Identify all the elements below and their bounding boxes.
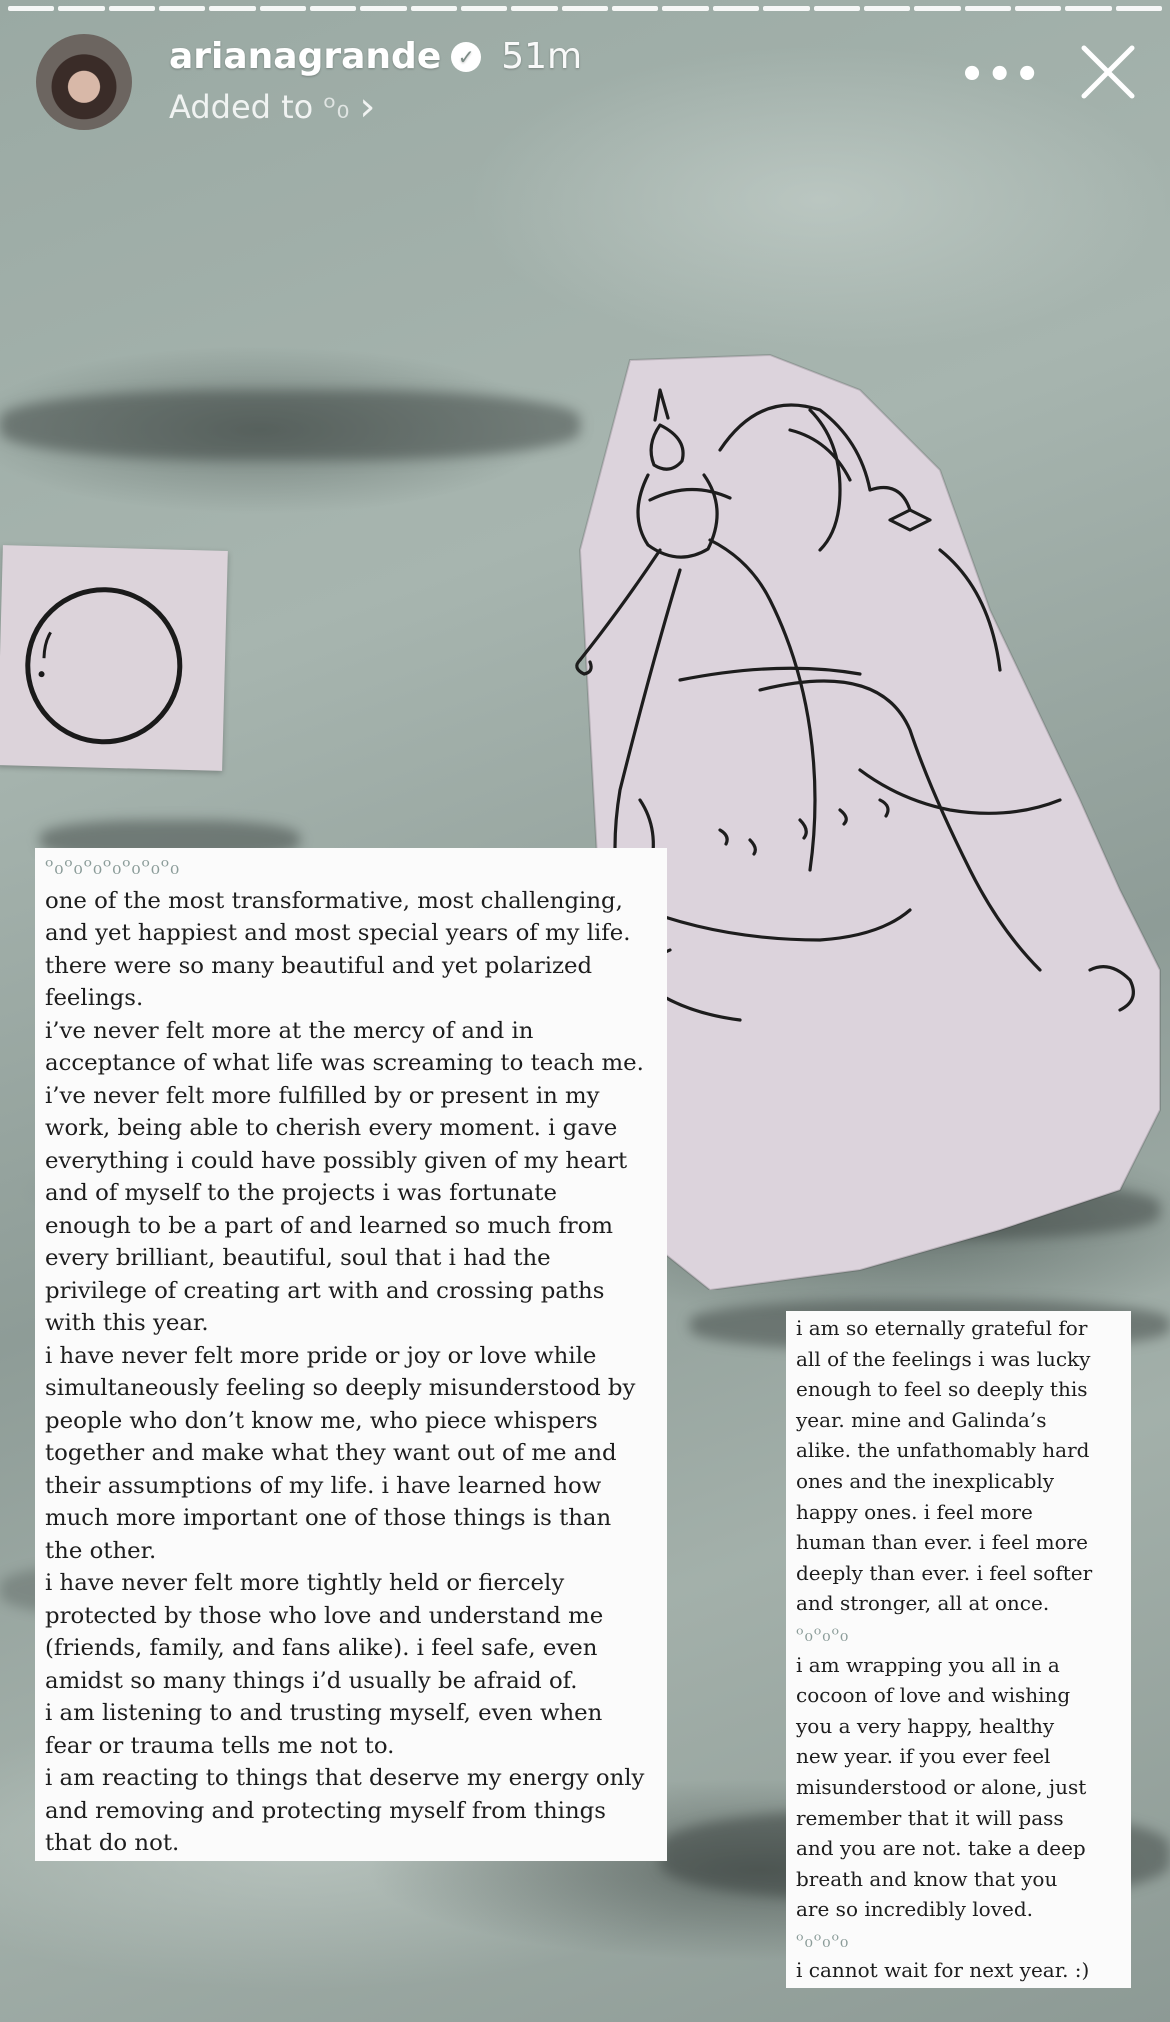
background-streak — [0, 390, 580, 460]
username[interactable]: arianagrande — [169, 36, 442, 77]
progress-segment — [713, 6, 759, 11]
bubble-circle-drawing — [0, 545, 228, 771]
progress-segment — [310, 6, 356, 11]
progress-segment — [209, 6, 255, 11]
progress-segment — [159, 6, 205, 11]
note-line: that do not. — [45, 1830, 180, 1856]
note-line: are so incredibly loved. — [796, 1897, 1034, 1922]
note-line: their assumptions of my life. i have learned how — [45, 1472, 602, 1499]
progress-segment — [511, 6, 557, 11]
progress-segment — [965, 6, 1011, 11]
note-line: acceptance of what life was screaming to teach me. — [45, 1050, 644, 1076]
progress-segment — [662, 6, 708, 11]
progress-segment — [461, 6, 507, 11]
closing-line: i cannot wait for next year. :) — [796, 1958, 1090, 1983]
note-line: there were so many beautiful and yet polarized — [45, 952, 593, 979]
note-line: (friends, family, and fans alike). i feel safe, even — [45, 1635, 598, 1661]
note-line: people who don’t know me, who piece whispers — [45, 1407, 598, 1434]
note-line: i am listening to and trusting myself, even when — [45, 1700, 603, 1726]
right-note-body-1 — [796, 1313, 1131, 1619]
note-line: protected by those who love and understand me — [45, 1602, 604, 1629]
close-icon[interactable] — [1076, 40, 1140, 104]
story-progress-bar — [8, 6, 1162, 11]
bubble-decoration: ᵒ₀ᵒ₀ᵒ₀ — [796, 1927, 850, 1952]
note-line: i have never felt more tightly held or fiercely — [45, 1570, 565, 1596]
note-line: remember that it will pass — [796, 1805, 1064, 1830]
note-line: i am so eternally grateful for — [796, 1316, 1088, 1340]
progress-segment — [109, 6, 155, 11]
progress-segment — [814, 6, 860, 11]
progress-segment — [8, 6, 54, 11]
note-line: simultaneously feeling so deeply misunderstood by — [45, 1375, 636, 1401]
note-line: the other. — [45, 1537, 157, 1564]
more-options-icon[interactable]: ••• — [959, 52, 1042, 98]
paper-cutout-circle — [0, 545, 228, 771]
note-line: feelings. — [45, 985, 144, 1011]
note-line: year. mine and Galinda’s — [796, 1407, 1047, 1432]
right-caption-note — [786, 1311, 1131, 1988]
verified-badge-icon: ✓ — [451, 42, 481, 72]
progress-segment — [864, 6, 910, 11]
bubble-decoration: ᵒ₀ᵒ₀ᵒ₀ᵒ₀ᵒ₀ᵒ₀ᵒ₀ — [45, 855, 181, 880]
note-line: every brilliant, beautiful, soul that i had the — [45, 1245, 551, 1271]
note-line: fear or trauma tells me not to. — [45, 1732, 395, 1759]
note-line: i’ve never felt more fulfilled by or present in my — [45, 1082, 600, 1109]
note-line: deeply than ever. i feel softer — [796, 1560, 1093, 1585]
progress-segment — [58, 6, 104, 11]
note-line: and you are not. take a deep — [796, 1836, 1086, 1861]
note-line: human than ever. i feel more — [796, 1530, 1089, 1555]
progress-segment — [562, 6, 608, 11]
note-line: i’ve never felt more at the mercy of and in — [45, 1017, 534, 1044]
bubble-decoration: ᵒ₀ᵒ₀ᵒ₀ — [796, 1621, 850, 1646]
note-line: one of the most transformative, most challenging, — [45, 887, 623, 914]
note-line: much more important one of those things is than — [45, 1505, 612, 1531]
note-line: you a very happy, healthy — [796, 1713, 1055, 1738]
avatar[interactable] — [36, 34, 132, 130]
note-line: with this year. — [45, 1310, 209, 1336]
progress-segment — [612, 6, 658, 11]
note-line: and removing and protecting myself from things — [45, 1797, 606, 1824]
note-line: alike. the unfathomably hard — [796, 1438, 1090, 1463]
note-line: all of the feelings i was lucky — [796, 1346, 1091, 1371]
note-line: i have never felt more pride or joy or love while — [45, 1342, 597, 1369]
note-line: amidst so many things i’d usually be afraid of. — [45, 1667, 578, 1694]
progress-segment — [1065, 6, 1111, 11]
note-line: new year. if you ever feel — [796, 1744, 1051, 1769]
added-to-label: Added to — [169, 88, 314, 126]
note-line: privilege of creating art with and crossing paths — [45, 1277, 605, 1304]
note-line: i am reacting to things that deserve my energy only — [45, 1765, 645, 1791]
left-caption-note — [35, 848, 667, 1861]
note-line: i am wrapping you all in a — [796, 1652, 1060, 1677]
time-ago: 51m — [501, 36, 583, 77]
left-note-body — [45, 885, 667, 1860]
note-line: happy ones. i feel more — [796, 1499, 1033, 1524]
note-line: enough to feel so deeply this — [796, 1377, 1088, 1402]
progress-segment — [260, 6, 306, 11]
right-note-body-2 — [796, 1650, 1131, 1925]
note-line: breath and know that you — [796, 1866, 1058, 1891]
progress-segment — [1116, 6, 1162, 11]
story-header — [36, 30, 1140, 130]
note-line: together and make what they want out of me and — [45, 1440, 617, 1466]
note-line: enough to be a part of and learned so much from — [45, 1212, 614, 1239]
progress-segment — [914, 6, 960, 11]
progress-segment — [763, 6, 809, 11]
note-line: everything i could have possibly given of my heart — [45, 1147, 628, 1174]
note-line: and yet happiest and most special years of my life. — [45, 920, 631, 946]
note-line: and of myself to the projects i was fortunate — [45, 1180, 557, 1206]
note-line: work, being able to cherish every moment. i gave — [45, 1115, 618, 1141]
bubble-highlight-icon: ᵒ₀ — [323, 88, 350, 126]
progress-segment — [411, 6, 457, 11]
username-row[interactable] — [169, 36, 582, 77]
note-line: misunderstood or alone, just — [796, 1774, 1087, 1799]
progress-segment — [1015, 6, 1061, 11]
added-to-highlight[interactable] — [169, 84, 375, 130]
progress-segment — [360, 6, 406, 11]
note-line: and stronger, all at once. — [796, 1591, 1050, 1616]
note-line: cocoon of love and wishing — [796, 1683, 1071, 1708]
note-line: ones and the inexplicably — [796, 1468, 1055, 1493]
chevron-right-icon: › — [359, 84, 376, 130]
